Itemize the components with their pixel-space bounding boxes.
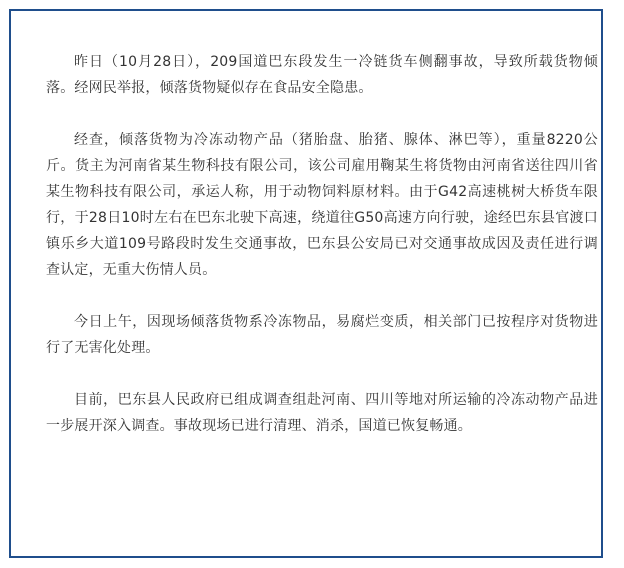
paragraph-spacer <box>46 283 598 309</box>
paragraph-spacer <box>46 101 598 127</box>
paragraph-disposal: 今日上午，因现场倾落货物系冷冻物品，易腐烂变质，相关部门已按程序对货物进行了无害化处理。 <box>46 314 598 356</box>
article-frame <box>9 9 603 558</box>
paragraph-spacer <box>46 361 598 387</box>
paragraph-accident-summary: 昨日（10月28日），209国道巴东段发生一冷链货车侧翻事故，导致所载货物倾落。经网民举报，倾落货物疑似存在食品安全隐患。 <box>46 54 598 96</box>
paragraph-investigation: 经查，倾落货物为冷冻动物产品（猪胎盘、胎猪、腺体、淋巴等），重量8220公斤。货主为河南省某生物科技有限公司，该公司雇用鞠某生将货物由河南省送往四川省某生物科技有限公司，承运人称，用于动物饲料原材料。由于G42高速桃树大桥货车限行，于28日10时左右在巴东北驶下高速，绕道往G50高速方向行驶，途经巴东县官渡口镇乐乡大道109号路段时发生交通事故，巴东县公安局已对交通事故成因及责任进行调查认定，无重大伤情人员。 <box>46 132 598 278</box>
paragraph-current-status: 目前，巴东县人民政府已组成调查组赴河南、四川等地对所运输的冷冻动物产品进一步展开深入调查。事故现场已进行清理、消杀，国道已恢复畅通。 <box>46 392 598 434</box>
article-body <box>46 49 598 439</box>
